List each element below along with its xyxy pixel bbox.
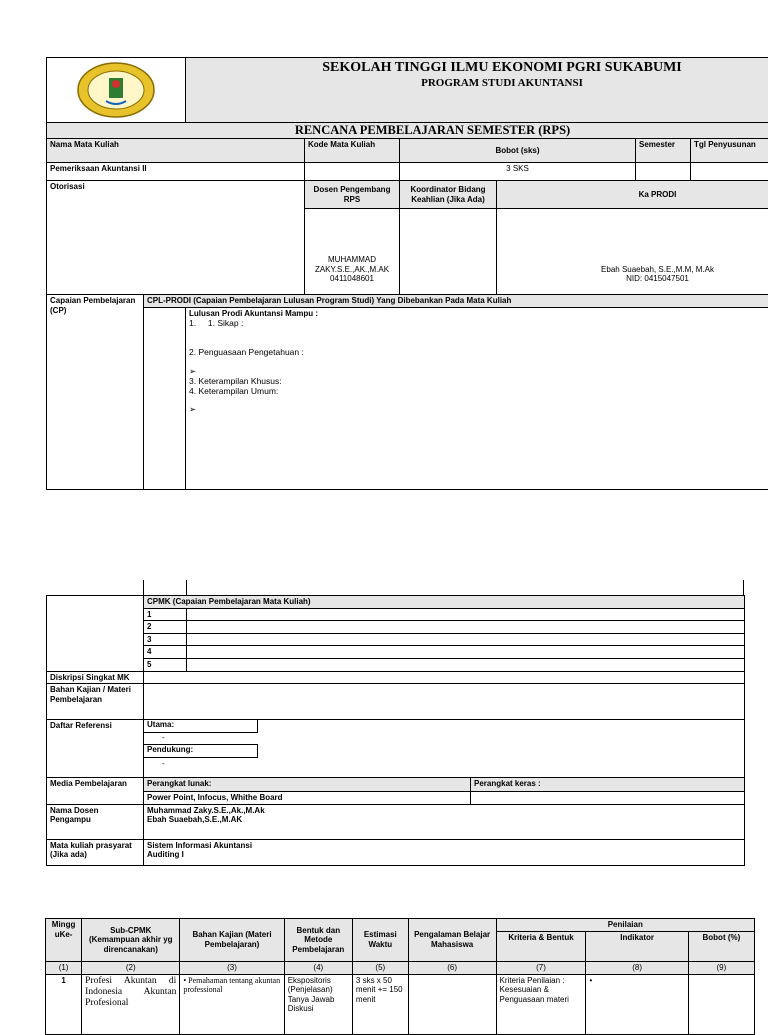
dosen-signature-cell [305,209,400,295]
sikap-number: 1. [189,318,196,328]
h-pengalaman: Pengalaman Belajar Mahasiswa [408,919,496,962]
estimasi-text: 3 sks x 50 menit += 150 menit [352,974,408,1034]
col-tgl-header: Tgl Penyusunan [691,139,768,163]
col-kode-header: Kode Mata Kuliah [305,139,400,163]
h-indikator: Indikator [586,932,688,962]
keras-label: Perangkat keras : [471,778,745,792]
prasyarat-label: Mata kuliah prasyarat (Jika ada) [47,839,144,865]
h-subcpmk: Sub-CPMK (Kemampuan akhir yg direncanakan) [82,919,180,962]
col-num: (5) [352,962,408,975]
col-num: (3) [180,962,284,975]
logo-cell [47,58,186,123]
utama-label: Utama: [144,720,258,733]
kaprodi-id: NID: 0415047501 [500,274,768,284]
school-name: SEKOLAH TINGGI ILMU EKONOMI PGRI SUKABUMI [189,60,768,77]
prasyarat-2: Auditing I [147,850,741,860]
dosen-id: 0411048601 [308,274,396,284]
nama-value: Pemeriksaan Akuntansi II [47,163,305,181]
deskripsi-label: Diskripsi Singkat MK [47,671,144,684]
cpmk-table [46,595,745,866]
cpmk-header: CPMK (Capaian Pembelajaran Mata Kuliah) [144,596,745,609]
dosen-pengampu-2: Ebah Suaebah,S.E.,M.AK [147,815,741,825]
media-label: Media Pembelajaran [47,778,144,805]
dosen-pengampu-label: Nama Dosen Pengampu [47,804,144,839]
indikator-bullet: • [586,974,688,1034]
program-name: PROGRAM STUDI AKUNTANSI [189,77,768,90]
bahan-text: • Pemahaman tentang akuntan professional [180,974,284,1034]
col-num: (7) [496,962,586,975]
cpmk-num: 5 [144,658,187,671]
kaprodi-signature-cell [497,209,768,295]
bobot-value: 3 SKS [400,163,636,181]
col-num: (9) [688,962,754,975]
schedule-table [45,918,755,1035]
lunak-value: Power Point, Infocus, Whithe Board [144,792,471,805]
lulusan-label: Lulusan Prodi Akuntansi Mampu : [189,309,768,319]
keterampilan-umum-label: 4. Keterampilan Umum: [189,386,768,396]
arrow-bullet-2: ➢ [189,404,768,414]
keterampilan-khusus-label: 3. Keterampilan Khusus: [189,376,768,386]
dosen-pengembang-header: Dosen Pengembang RPS [305,181,400,209]
cpmk-num: 4 [144,646,187,659]
otorisasi-label: Otorisasi [47,181,305,295]
cpmk-num: 2 [144,621,187,634]
cpmk-num: 1 [144,608,187,621]
kaprodi-name: Ebah Suaebah, S.E.,M.M, M.Ak [500,265,768,275]
bahan-kajian-label: Bahan Kajian / Materi Pembelajaran [47,684,144,720]
referensi-label: Daftar Referensi [47,720,144,778]
bentuk-text: Ekspositoris (Penjelasan) Tanya Jawab Diskusi [284,974,352,1034]
h-kriteria: Kriteria & Bentuk [496,932,586,962]
rps-title: RENCANA PEMBELAJARAN SEMESTER (RPS) [47,123,768,139]
col-num: (4) [284,962,352,975]
col-bobot-header: Bobot (sks) [400,139,636,163]
arrow-bullet-1: ➢ [189,366,768,376]
dosen-name: MUHAMMAD ZAKY.S.E.,AK.,M.AK [308,255,396,274]
cpl-content [186,307,768,489]
pengetahuan-label: 2. Penguasaan Pengetahuan : [189,347,768,357]
koordinator-header: Koordinator Bidang Keahlian (Jika Ada) [400,181,497,209]
col-semester-header: Semester [636,139,691,163]
cp-label: Capaian Pembelajaran (CP) [47,295,144,490]
h-bobot: Bobot (%) [688,932,754,962]
h-bentuk: Bentuk dan Metode Pembelajaran [284,919,352,962]
col-num: (8) [586,962,688,975]
sub-cpmk-text: Profesi Akuntan di Indonesia Akuntan Profesional [82,974,180,1034]
pendukung-label: Pendukung: [144,744,258,758]
rps-table [46,57,768,490]
lunak-label: Perangkat lunak: [144,778,471,792]
week-number: 1 [46,974,82,1034]
table-row [46,974,755,1034]
sikap-label: 1. Sikap : [208,318,243,328]
col-num: (1) [46,962,82,975]
h-minggu: Mingg uKe- [46,919,82,962]
col-num: (6) [408,962,496,975]
school-heading-cell [186,58,768,123]
prasyarat-1: Sistem Informasi Akuntansi [147,841,741,851]
utama-dash: - [162,733,165,743]
kriteria-text: Kriteria Penilaian : Kesesuaian & Penguasaan materi [496,974,586,1034]
h-penilaian: Penilaian [496,919,754,932]
kaprodi-header: Ka PRODI [497,181,768,209]
h-estimasi: Estimasi Waktu [352,919,408,962]
col-num: (2) [82,962,180,975]
h-bahan: Bahan Kajian (Materi Pembelajaran) [180,919,284,962]
pendukung-dash: - [162,759,165,769]
referensi-content [144,720,745,778]
header-row [47,58,768,123]
cpl-prodi-header: CPL-PRODI (Capaian Pembelajaran Lulusan Program Studi) Yang Dibebankan Pada Mata Kuliah [144,295,768,308]
col-nama-header: Nama Mata Kuliah [47,139,305,163]
prasyarat-value [144,839,745,865]
dosen-pengampu-1: Muhammad Zaky.S.E.,Ak.,M.Ak [147,806,741,816]
cpmk-num: 3 [144,633,187,646]
school-logo-icon [76,61,156,119]
dosen-pengampu-value [144,804,745,839]
